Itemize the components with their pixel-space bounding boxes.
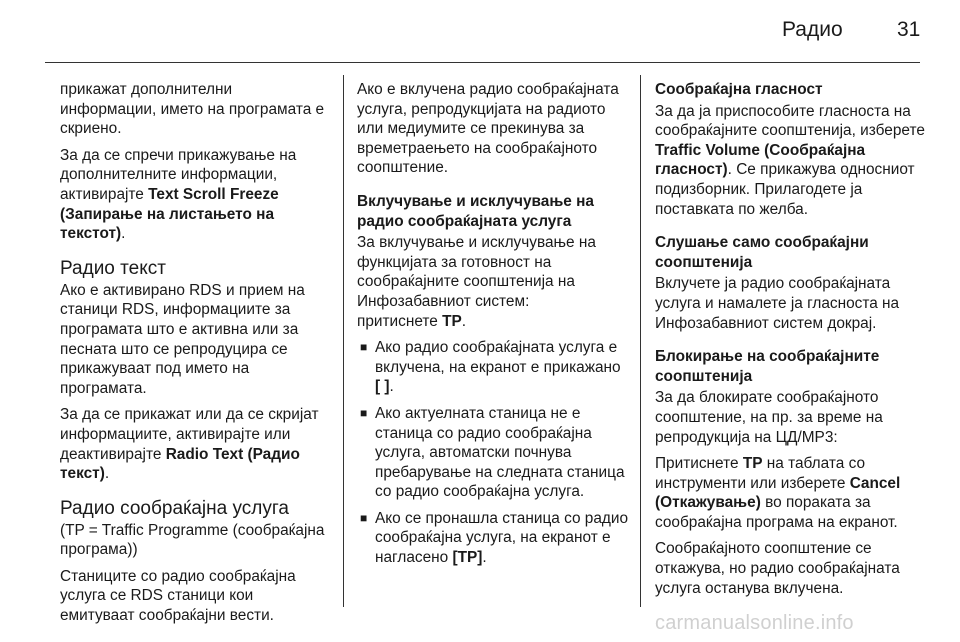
text: За да се спречи прикажување на дополнителните информации, активирајте [60, 146, 297, 203]
text: на таблата со инструменти или изберете [655, 455, 866, 492]
page-number: 31 [897, 18, 921, 41]
text: За да се прикажат или да се скријат информациите, активирајте или деактивирајте [60, 406, 319, 463]
heading-traffic-volume: Сообраќајна гласност [655, 81, 823, 98]
column-divider-1 [343, 75, 344, 607]
button-name-tp: TP [442, 312, 462, 330]
column-2 [357, 80, 629, 575]
heading-toggle-traffic-service: Вклучување и исклучување на радио сообраќајната услуга [357, 192, 594, 230]
paragraph [357, 312, 629, 332]
paragraph: Вклучете ја радио сообраќајната услуга и намалете ја гласноста на Инфозабавниот систем докрај. [655, 275, 900, 332]
paragraph: Станиците со радио сообраќајна услуга се RDS станици кои емитуваат сообраќајни вести. [60, 567, 296, 625]
watermark: carmanualsonline.info [655, 612, 854, 634]
text: притиснете [357, 312, 443, 330]
paragraph [60, 146, 332, 244]
text: Ако радио сообраќајната услуга е вклучена, на екранот е прикажано [375, 339, 621, 376]
menu-option-cancel: Cancel (Откажување) [655, 474, 901, 512]
text: Притиснете [655, 455, 743, 473]
bullet-icon: ■ [360, 405, 368, 420]
header-title: Радио [782, 18, 843, 41]
column-1 [60, 80, 332, 633]
list-item [357, 338, 629, 397]
text: Ако се пронашла станица со радио сообраќајна услуга, на екранот е нагласено [375, 509, 629, 567]
list-item [357, 404, 629, 502]
text: За да ја приспособите гласноста на сообраќајните соопштенија, изберете [655, 102, 925, 140]
menu-option-text-scroll-freeze: Text Scroll Freeze (Запирање на листањето на текстот) [60, 185, 279, 243]
paragraph: За да блокирате сообраќајното соопштение, на пр. за време на репродукција на ЦД/MP3: [655, 389, 883, 446]
text: . [389, 378, 394, 396]
heading-traffic-service: Радио сообраќајна услуга [60, 497, 289, 519]
column-divider-2 [640, 75, 641, 607]
bullet-list [357, 338, 629, 568]
bullet-icon: ■ [360, 340, 368, 355]
header-divider [45, 62, 920, 63]
paragraph [655, 454, 930, 532]
text: . [121, 225, 126, 243]
text: Ако актуелната станица не е станица со радио сообраќајна услуга, автоматски почнува пребарување на следната станица со радио сообраќајна услуга. [375, 404, 625, 501]
list-item [357, 509, 629, 568]
text: . [482, 549, 487, 567]
paragraph [60, 405, 332, 483]
bullet-icon: ■ [360, 510, 368, 525]
paragraph: (TP = Traffic Programme (сообраќајна програма)) [60, 521, 325, 559]
paragraph: Ако е активирано RDS и прием на станици RDS, информациите за програмата што е активна или за песната што се репродуцира се прикажуваат под името на програмата. [60, 281, 305, 397]
text: . Се прикажува односниот подизборник. Прилагодете ја поставката по желба. [655, 161, 915, 218]
paragraph: прикажат дополнителни информации, името на програмата е скриено. [60, 81, 325, 138]
text: . [104, 465, 110, 483]
paragraph: За вклучување и исклучување на функцијата за готовност на сообраќајните соопштенија на Инфозабавниот систем: [357, 234, 596, 310]
heading-listen-traffic-only: Слушање само сообраќајни соопштенија [655, 234, 869, 271]
menu-option-radio-text: Radio Text (Радио текст) [60, 445, 300, 483]
display-symbol: [TP] [452, 549, 483, 567]
heading-block-traffic: Блокирање на сообраќајните соопштенија [655, 348, 880, 385]
paragraph: Ако е вклучена радио сообраќајната услуга, репродукцијата на радиото или медиумите се прекинува за времетраењето на сообраќајното соопштение. [357, 81, 619, 177]
paragraph [655, 102, 930, 220]
button-name-tp: TP [742, 455, 763, 473]
text: во пораката за сообраќајна програма на екранот. [655, 494, 898, 531]
display-symbol: [ ] [375, 378, 390, 396]
paragraph: Сообраќајното соопштение се откажува, но радио сообраќајната услуга останува вклучена. [655, 540, 900, 597]
text: . [461, 312, 467, 330]
column-3 [655, 80, 930, 605]
menu-option-traffic-volume: Traffic Volume (Сообраќајна гласност) [655, 141, 866, 179]
heading-radio-text: Радио текст [60, 257, 166, 279]
